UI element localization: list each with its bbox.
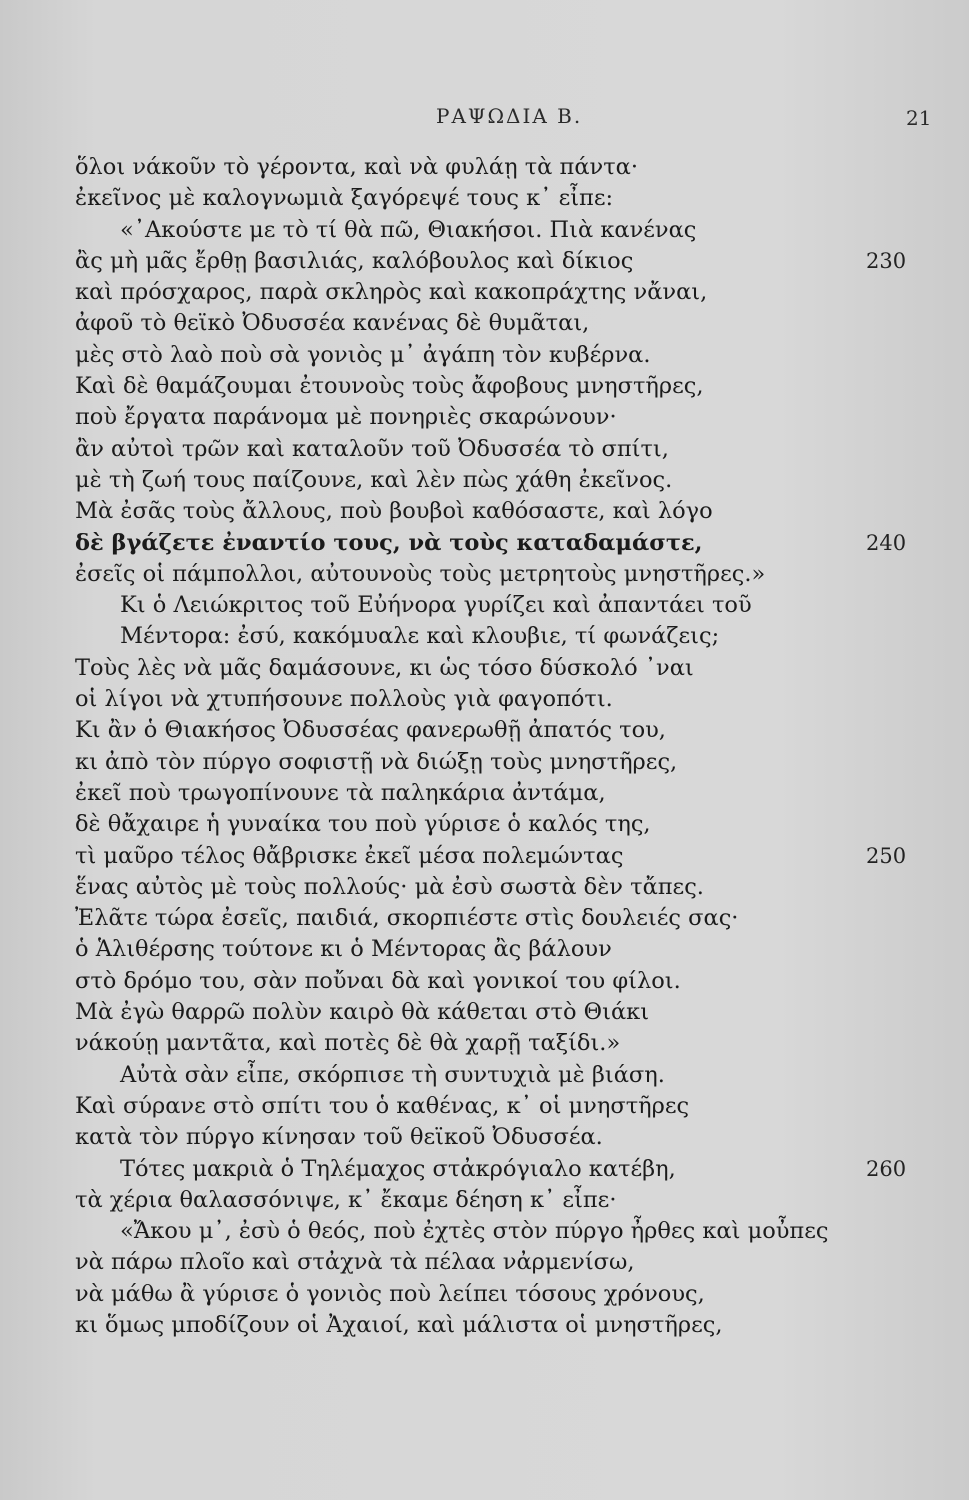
verse-line bbox=[0, 684, 969, 715]
verse-text: Ἐλᾶτε τώρα ἐσεῖς, παιδιά, σκορπιέστε στὶς δουλειές σας· bbox=[75, 905, 739, 932]
verse-line bbox=[0, 496, 969, 527]
verse-line bbox=[0, 1247, 969, 1278]
page-header bbox=[0, 104, 969, 136]
verse-line bbox=[0, 1216, 969, 1247]
verse-text: ἐσεῖς οἱ πάμπολλοι, αὐτουνοὺς τοὺς μετρητοὺς μνηστῆρες.» bbox=[75, 560, 766, 587]
verse-line bbox=[0, 1060, 969, 1091]
verse-line bbox=[0, 402, 969, 433]
running-title: ΡΑΨΩΔΙΑ Β. bbox=[436, 104, 583, 128]
verse-line bbox=[0, 809, 969, 840]
verse-text: Κι ὁ Λειώκριτος τοῦ Εὐήνορα γυρίζει καὶ ἀπαντάει τοῦ bbox=[120, 592, 752, 619]
verse-line bbox=[0, 1279, 969, 1310]
verse-text: τὰ χέρια θαλασσόνιψε, κ᾽ ἔκαμε δέηση κ᾽ εἶπε· bbox=[75, 1186, 617, 1213]
verse-text: δὲ βγάζετε ἐναντίο τους, νὰ τοὺς καταδαμάστε, bbox=[75, 529, 703, 556]
verse-line bbox=[0, 277, 969, 308]
verse-line bbox=[0, 1310, 969, 1341]
verse-text: Καὶ δὲ θαμάζουμαι ἐτουνοὺς τοὺς ἄφοβους μνηστῆρες, bbox=[75, 373, 704, 400]
verse-line bbox=[0, 434, 969, 465]
verse-text: δὲ θἄχαιρε ἡ γυναίκα του ποὺ γύρισε ὁ καλός της, bbox=[75, 811, 651, 838]
verse-text: τὶ μαῦρο τέλος θἄβρισκε ἐκεῖ μέσα πολεμώντας bbox=[75, 842, 624, 869]
verse-line bbox=[0, 653, 969, 684]
verse-text: «Ἄκου μ᾽, ἐσὺ ὁ θεός, ποὺ ἐχτὲς στὸν πύργο ἦρθες καὶ μοὖπες bbox=[120, 1218, 829, 1245]
verse-text: Μέντορα: ἐσύ, κακόμυαλε καὶ κλουβιε, τί φωνάζεις; bbox=[120, 623, 720, 650]
verse-text: καὶ πρόσχαρος, παρὰ σκληρὸς καὶ κακοπράχτης νἄναι, bbox=[75, 279, 708, 306]
verse-text: μὲ τὴ ζωή τους παίζουνε, καὶ λὲν πὼς χάθη ἐκεῖνος. bbox=[75, 466, 673, 493]
verse-text: Μὰ ἐγὼ θαρρῶ πολὺν καιρὸ θὰ κάθεται στὸ Θιάκι bbox=[75, 999, 650, 1026]
verse-text: νὰ μάθω ἂ γύρισε ὁ γονιὸς ποὺ λείπει τόσους χρόνους, bbox=[75, 1280, 705, 1307]
verse-line bbox=[0, 308, 969, 339]
verse-line bbox=[0, 747, 969, 778]
verse-text: ἀφοῦ τὸ θεϊκὸ Ὀδυσσέα κανένας δὲ θυμᾶται, bbox=[75, 310, 590, 337]
line-number: 240 bbox=[866, 530, 907, 555]
verse-line bbox=[0, 1154, 969, 1185]
verse-line bbox=[0, 1122, 969, 1153]
verse-line bbox=[0, 215, 969, 246]
verse-text: κι ἀπὸ τὸν πύργο σοφιστῇ νὰ διώξῃ τοὺς μνηστῆρες, bbox=[75, 748, 678, 775]
verse-text: ὅλοι νάκοῦν τὸ γέροντα, καὶ νὰ φυλάῃ τὰ πάντα· bbox=[75, 154, 638, 180]
page-number: 21 bbox=[906, 106, 932, 130]
verse-text: Τότες μακριὰ ὁ Τηλέμαχος στἀκρόγιαλο κατέβη, bbox=[120, 1155, 676, 1182]
verse-line bbox=[0, 997, 969, 1028]
verse-text: ὁ Ἁλιθέρσης τούτονε κι ὁ Μέντορας ἂς βάλουν bbox=[75, 936, 612, 963]
verse-line bbox=[0, 966, 969, 997]
verse-block bbox=[0, 152, 969, 1341]
verse-line bbox=[0, 371, 969, 402]
verse-text: ἐκεῖνος μὲ καλογνωμιὰ ξαγόρεψέ τους κ᾽ εἶπε: bbox=[75, 185, 614, 212]
verse-text: ἂν αὐτοὶ τρῶν καὶ καταλοῦν τοῦ Ὀδυσσέα τὸ σπίτι, bbox=[75, 435, 669, 462]
verse-line bbox=[0, 872, 969, 903]
verse-text: ἕνας αὐτὸς μὲ τοὺς πολλούς· μὰ ἐσὺ σωστὰ δὲν τἄπες. bbox=[75, 873, 704, 900]
verse-text: νάκούῃ μαντᾶτα, καὶ ποτὲς δὲ θὰ χαρῇ ταξίδι.» bbox=[75, 1030, 621, 1057]
verse-text: κατὰ τὸν πύργο κίνησαν τοῦ θεϊκοῦ Ὀδυσσέα. bbox=[75, 1124, 603, 1151]
verse-line bbox=[0, 1091, 969, 1122]
verse-text: «᾽Ακούστε με τὸ τί θὰ πῶ, Θιακήσοι. Πιὰ κανένας bbox=[120, 216, 697, 243]
verse-text: νὰ πάρω πλοῖο καὶ στἀχνὰ τὰ πέλαα νἀρμενίσω, bbox=[75, 1249, 635, 1276]
verse-text: στὸ δρόμο του, σὰν ποὔναι δὰ καὶ γονικοί του φίλοι. bbox=[75, 967, 681, 994]
verse-text: Κι ἂν ὁ Θιακήσος Ὀδυσσέας φανερωθῇ ἀπατός του, bbox=[75, 717, 666, 744]
verse-line bbox=[0, 590, 969, 621]
verse-line bbox=[0, 246, 969, 277]
verse-text: ἐκεῖ ποὺ τρωγοπίνουνε τὰ παληκάρια ἀντάμα, bbox=[75, 779, 606, 806]
verse-text: Αὐτὰ σὰν εἶπε, σκόρπισε τὴ συντυχιὰ μὲ βιάση. bbox=[120, 1061, 665, 1088]
verse-text: Τοὺς λὲς νὰ μᾶς δαμάσουνε, κι ὡς τόσο δύσκολό ᾽ναι bbox=[75, 654, 694, 681]
verse-line bbox=[0, 903, 969, 934]
verse-line bbox=[0, 1185, 969, 1216]
verse-line bbox=[0, 715, 969, 746]
verse-line bbox=[0, 841, 969, 872]
line-number: 260 bbox=[866, 1156, 907, 1181]
verse-text: Καὶ σύρανε στὸ σπίτι του ὁ καθένας, κ᾽ οἱ μνηστῆρες bbox=[75, 1092, 690, 1119]
verse-line bbox=[0, 621, 969, 652]
line-number: 230 bbox=[866, 248, 907, 273]
verse-line bbox=[0, 152, 969, 183]
verse-line bbox=[0, 1028, 969, 1059]
verse-line bbox=[0, 183, 969, 214]
verse-line bbox=[0, 559, 969, 590]
verse-line bbox=[0, 778, 969, 809]
line-number: 250 bbox=[866, 843, 907, 868]
verse-line bbox=[0, 934, 969, 965]
verse-text: οἱ λίγοι νὰ χτυπήσουνε πολλοὺς γιὰ φαγοπότι. bbox=[75, 686, 613, 713]
verse-text: Μὰ ἐσᾶς τοὺς ἄλλους, ποὺ βουβοὶ καθόσαστε, καὶ λόγο bbox=[75, 498, 713, 525]
verse-text: μὲς στὸ λαὸ ποὺ σὰ γονιὸς μ᾽ ἀγάπη τὸν κυβέρνα. bbox=[75, 341, 651, 368]
verse-line bbox=[0, 528, 969, 559]
verse-text: ποὺ ἔργατα παράνομα μὲ πονηριὲς σκαρώνουν· bbox=[75, 404, 617, 431]
verse-text: ἂς μὴ μᾶς ἔρθῃ βασιλιάς, καλόβουλος καὶ δίκιος bbox=[75, 247, 634, 274]
verse-line bbox=[0, 340, 969, 371]
verse-text: κι ὅμως μποδίζουν οἱ Ἀχαιοί, καὶ μάλιστα οἱ μνηστῆρες, bbox=[75, 1311, 723, 1338]
verse-line bbox=[0, 465, 969, 496]
